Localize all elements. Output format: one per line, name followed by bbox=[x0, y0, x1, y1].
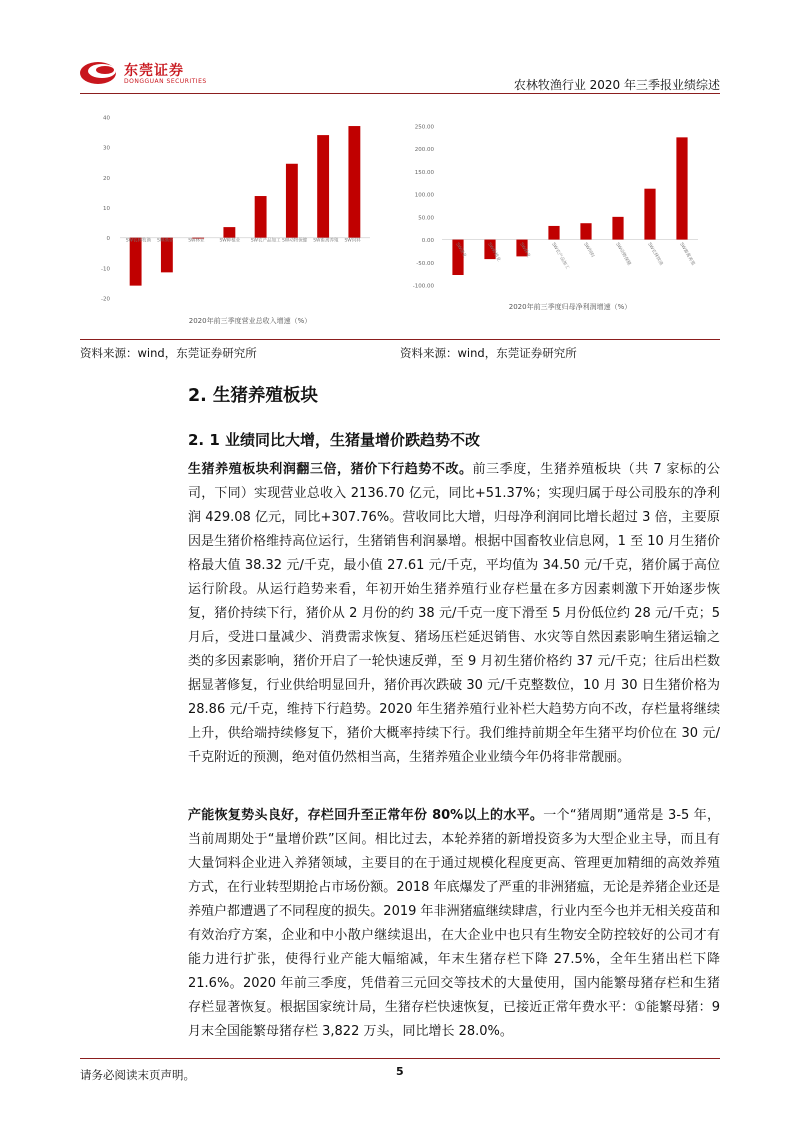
header-rule bbox=[80, 93, 720, 94]
paragraph-lead: 产能恢复势头良好，存栏回升至正常年份 80%以上的水平。 bbox=[188, 808, 544, 823]
net-profit-growth-chart bbox=[400, 105, 720, 330]
footer-rule bbox=[80, 1058, 720, 1059]
bar bbox=[223, 227, 235, 238]
paragraph-lead: 生猪养殖板块利润翻三倍，猪价下行趋势不改。 bbox=[188, 462, 473, 477]
bar bbox=[644, 189, 655, 240]
category-label: SW饲料 bbox=[344, 238, 361, 244]
bar bbox=[348, 126, 360, 238]
logo-subtitle: DONGGUAN SECURITIES bbox=[124, 78, 207, 85]
revenue-growth-chart bbox=[80, 105, 400, 330]
logo-text: 东莞证券 bbox=[124, 63, 184, 79]
y-tick-label: 30 bbox=[103, 145, 110, 152]
y-tick-label: -10 bbox=[101, 266, 110, 273]
category-label: SW畜禽养殖 bbox=[313, 238, 339, 244]
category-label: SW农产品加工 bbox=[250, 238, 281, 244]
section-heading: 2. 生猪养殖板块 bbox=[188, 386, 318, 406]
bar bbox=[317, 135, 329, 238]
category-label: SW动物保健 bbox=[614, 242, 632, 267]
category-label: SW农产品加工 bbox=[550, 242, 570, 271]
header-title: 农林牧渔行业 2020 年三季报业绩综述 bbox=[513, 78, 720, 92]
category-label: SW畜禽养殖 bbox=[678, 242, 696, 267]
y-tick-label: 20 bbox=[103, 175, 110, 182]
chart-title: 2020年前三季度营业总收入增速（%） bbox=[188, 317, 312, 325]
category-label: SW林业 bbox=[188, 238, 205, 244]
bar bbox=[580, 223, 591, 239]
category-label: SW渔业 bbox=[156, 238, 174, 244]
category-label: SW农林牧渔 bbox=[646, 242, 664, 267]
bar bbox=[130, 238, 142, 286]
y-tick-label: 0 bbox=[106, 236, 110, 243]
category-label: SW渔业 bbox=[454, 242, 467, 259]
y-tick-label: 250.00 bbox=[414, 124, 434, 131]
category-label: SW动物保健 bbox=[281, 238, 308, 244]
bar bbox=[255, 196, 267, 238]
logo-emblem-icon bbox=[78, 58, 122, 88]
y-tick-label: 40 bbox=[103, 115, 110, 122]
y-tick-label: -20 bbox=[101, 296, 110, 303]
category-label: SW农林牧渔 bbox=[125, 238, 151, 244]
y-tick-label: 50.00 bbox=[418, 215, 434, 222]
y-tick-label: -50.00 bbox=[416, 260, 434, 267]
y-tick-label: 100.00 bbox=[414, 192, 434, 199]
paragraph-pig-profit bbox=[188, 458, 720, 770]
page-number: 5 bbox=[396, 1065, 404, 1078]
disclaimer-note: 请务必阅读末页声明。 bbox=[80, 1068, 195, 1082]
paragraph-capacity-recovery bbox=[188, 804, 720, 1044]
y-tick-label: 150.00 bbox=[414, 169, 434, 176]
y-tick-label: -100.00 bbox=[412, 283, 434, 290]
y-tick-label: 200.00 bbox=[414, 147, 434, 154]
chart-title: 2020年前三季度归母净利润增速（%） bbox=[508, 303, 632, 311]
category-label: SW种植业 bbox=[486, 242, 502, 263]
subsection-heading: 2. 1 业绩同比大增，生猪量增价跌趋势不改 bbox=[188, 431, 481, 449]
bar bbox=[612, 217, 623, 240]
bar bbox=[548, 226, 559, 240]
chart-source-left: 资料来源：wind，东莞证券研究所 bbox=[80, 346, 257, 360]
paragraph-body: 一个“猪周期”通常是 3-5 年，当前周期处于“量增价跌”区间。相比过去，本轮养猪的新增投资多为大型企业主导，而且有大量饲料企业进入养猪领域，主要目的在于通过规模化程度更高、管理更加精细的高效养殖方式，在行业转型期抢占市场份额。2018 年底爆发了严重的非洲猪瘟，无论是养猪企业还是养殖户都遭遇了不同程度的损失。2019 年非洲猪瘟继续肆虐，行业内至今也并无相关疫苗和有效治疗方案，企业和中小散户继续退出，在大企业中也只有生物安全防控较好的公司才有能力进行扩张，使得行业产能大幅缩减，年末生猪存栏下降 27.5%，全年生猪出栏下降 21.6%。2020 年前三季度，凭借着三元回交等技术的大量使用，国内能繁母猪存栏和生猪存栏显著恢复。根据国家统计局，生猪存栏快速恢复，已接近正常年费水平：①能繁母猪：9 月末全国能繁母猪存栏 3,822 万头，同比增长 28.0%。 bbox=[188, 808, 720, 1039]
y-tick-label: 0.00 bbox=[421, 238, 434, 245]
chart-bottom-rule bbox=[80, 339, 720, 340]
category-label: SW饲料 bbox=[582, 242, 595, 259]
chart-source-right: 资料来源：wind，东莞证券研究所 bbox=[400, 346, 577, 360]
category-label: SW林业 bbox=[518, 242, 531, 259]
y-tick-label: 10 bbox=[103, 206, 110, 212]
paragraph-body: 前三季度，生猪养殖板块（共 7 家标的公司，下同）实现营业总收入 2136.70 亿元，同比+51.37%；实现归属于母公司股东的净利润 429.08 亿元，同比+307.76%。营收同比大增，归母净利润同比增长超过 3 倍，主要原因是生猪价格维持高位运行，生猪销售利润暴增。根据中国畜牧业信息网，1 至 10 月生猪价格最大值 38.32 元/千克，最小值 27.61 元/千克，平均值为 34.50 元/千克，猪价属于高位运行阶段。从运行趋势来看，年初开始生猪养殖行业存栏量在多方因素刺激下开始逐步恢复，猪价持续下行，猪价从 2 月份的约 38 元/千克一度下滑至 5 月份低位约 28 元/千克；5 月后，受进口量减少、消费需求恢复、猪场压栏延迟销售、水灾等自然因素影响生猪运输之类的多因素影响，猪价开启了一轮快速反弹，至 9 月初生猪价格约 37 元/千克；往后出栏数据显著修复，行业供给明显回升，猪价再次跌破 30 元/千克整数位，10 月 30 日生猪价格为 28.86 元/千克，维持下行趋势。2020 年生猪养殖行业补栏大趋势方向不改，存栏量将继续上升，供给端持续修复下，猪价大概率持续下行。我们维持前期全年生猪平均价位在 30 元/千克附近的预测，绝对值仍然相当高，生猪养殖企业业绩今年仍将非常靓丽。 bbox=[188, 462, 720, 765]
bar bbox=[676, 137, 687, 239]
category-label: SW种植业 bbox=[219, 238, 241, 244]
bar bbox=[286, 164, 298, 238]
